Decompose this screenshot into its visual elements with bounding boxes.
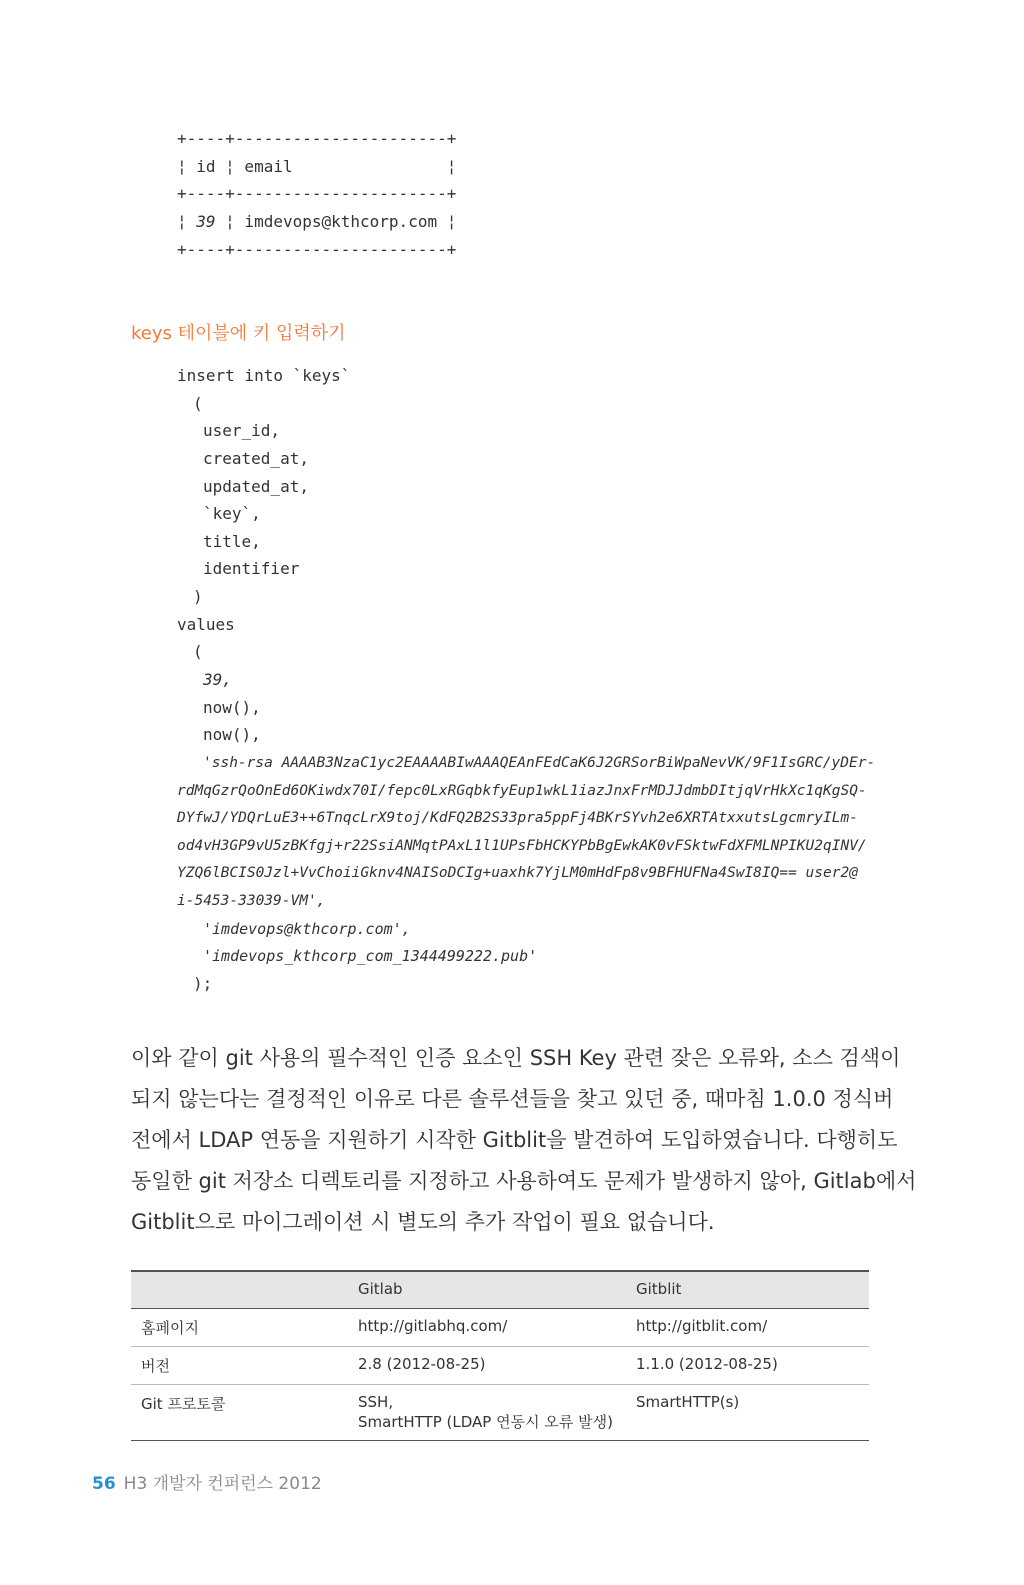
paragraph-line: 전에서 LDAP 연동을 지원하기 시작한 Gitblit을 발견하여 도입하였습니다. 다행히도	[131, 1128, 898, 1152]
ssh-key-line: 'ssh-rsa AAAAB3NzaC1yc2EAAAABIwAAAQEAnFEdCaK6J2GRSorBiWpaNevVK/9F1IsGRC/yDEr-	[203, 755, 876, 771]
code-line: (	[193, 394, 203, 413]
code-line: user_id,	[203, 421, 281, 440]
ssh-key-line: i-5453-33039-VM',	[177, 893, 326, 909]
ascii-border-line: +----+----------------------+	[177, 129, 457, 148]
row-id-value: 39	[196, 212, 216, 231]
page-number: 56	[92, 1474, 116, 1494]
gitlab-version: 2.8 (2012-08-25)	[348, 1347, 626, 1385]
ssh-key-line: rdMqGzrQoOnEd6OKiwdx70I/fepc0LxRGqbkfyEup1wkL1iazJnxFrMDJJdmbDItjqVrHkXc1qKgSQ-	[177, 783, 867, 799]
ascii-data-row: ¦ 39 ¦ imdevops@kthcorp.com ¦	[177, 212, 457, 231]
gitblit-protocol: SmartHTTP(s)	[626, 1385, 869, 1441]
gitlab-protocol-line: SmartHTTP (LDAP 연동시 오류 발생)	[358, 1413, 613, 1431]
code-line: values	[177, 615, 235, 634]
table-row	[131, 1309, 869, 1347]
row-label: 버전	[131, 1347, 348, 1385]
code-line: )	[193, 587, 203, 606]
ascii-border-line: +----+----------------------+	[177, 240, 457, 259]
code-line: (	[193, 642, 203, 661]
body-paragraph	[131, 1038, 917, 1243]
code-line: );	[193, 974, 213, 993]
paragraph-line: Gitblit으로 마이그레이션 시 별도의 추가 작업이 필요 없습니다.	[131, 1210, 715, 1234]
code-line: updated_at,	[203, 477, 309, 496]
table-header-row	[131, 1271, 869, 1309]
gitblit-version: 1.1.0 (2012-08-25)	[626, 1347, 869, 1385]
ascii-border-line: +----+----------------------+	[177, 184, 457, 203]
table-header-cell	[131, 1271, 348, 1309]
table-header-gitblit: Gitblit	[626, 1271, 869, 1309]
row-label: Git 프로토콜	[131, 1385, 348, 1441]
ssh-key-line: DYfwJ/YDQrLuE3++6TnqcLrX9toj/KdFQ2B2S33pra5ppFj4BKrSYvh2e6XRTAtxxutsLgcmryILm-	[177, 810, 858, 826]
code-line: now(),	[203, 698, 261, 717]
code-line: now(),	[203, 725, 261, 744]
code-line: created_at,	[203, 449, 309, 468]
code-line: 'imdevops_kthcorp_com_1344499222.pub'	[203, 947, 538, 965]
code-line: identifier	[203, 559, 300, 578]
footer-title: H3 개발자 컨퍼런스 2012	[123, 1474, 322, 1494]
gitlab-homepage: http://gitlabhq.com/	[348, 1309, 626, 1347]
page-footer	[92, 1469, 322, 1494]
code-line: insert into `keys`	[177, 366, 351, 385]
code-line: 'imdevops@kthcorp.com',	[203, 920, 411, 938]
gitblit-homepage: http://gitblit.com/	[626, 1309, 869, 1347]
paragraph-line: 이와 같이 git 사용의 필수적인 인증 요소인 SSH Key 관련 잦은 오류와, 소스 검색이	[131, 1046, 901, 1070]
comparison-table	[131, 1270, 869, 1441]
code-line: 39,	[203, 670, 232, 689]
code-line: title,	[203, 532, 261, 551]
table-row	[131, 1347, 869, 1385]
section-heading: keys 테이블에 키 입력하기	[131, 323, 346, 344]
ssh-key-line: YZQ6lBCIS0Jzl+VvChoiiGknv4NAISoDCIg+uaxhk7YjLM0mHdFp8v9BFHUFNa4SwI8IQ== user2@	[177, 865, 858, 881]
table-header-gitlab: Gitlab	[348, 1271, 626, 1309]
gitlab-protocol	[348, 1385, 626, 1441]
table-row	[131, 1385, 869, 1441]
gitlab-protocol-line: SSH,	[358, 1393, 394, 1411]
ssh-key-line: od4vH3GP9vU5zBKfgj+r22SsiANMqtPAxL1l1UPsFbHCKYPbBgEwkAK0vFSktwFdXFMLNPIKU2qINV/	[177, 838, 867, 854]
paragraph-line: 되지 않는다는 결정적인 이유로 다른 솔루션들을 찾고 있던 중, 때마침 1.0.0 정식버	[131, 1087, 894, 1111]
row-label: 홈페이지	[131, 1309, 348, 1347]
code-line: `key`,	[203, 504, 261, 523]
paragraph-line: 동일한 git 저장소 디렉토리를 지정하고 사용하여도 문제가 발생하지 않아, Gitlab에서	[131, 1169, 917, 1193]
ascii-header-row: ¦ id ¦ email ¦	[177, 157, 457, 176]
